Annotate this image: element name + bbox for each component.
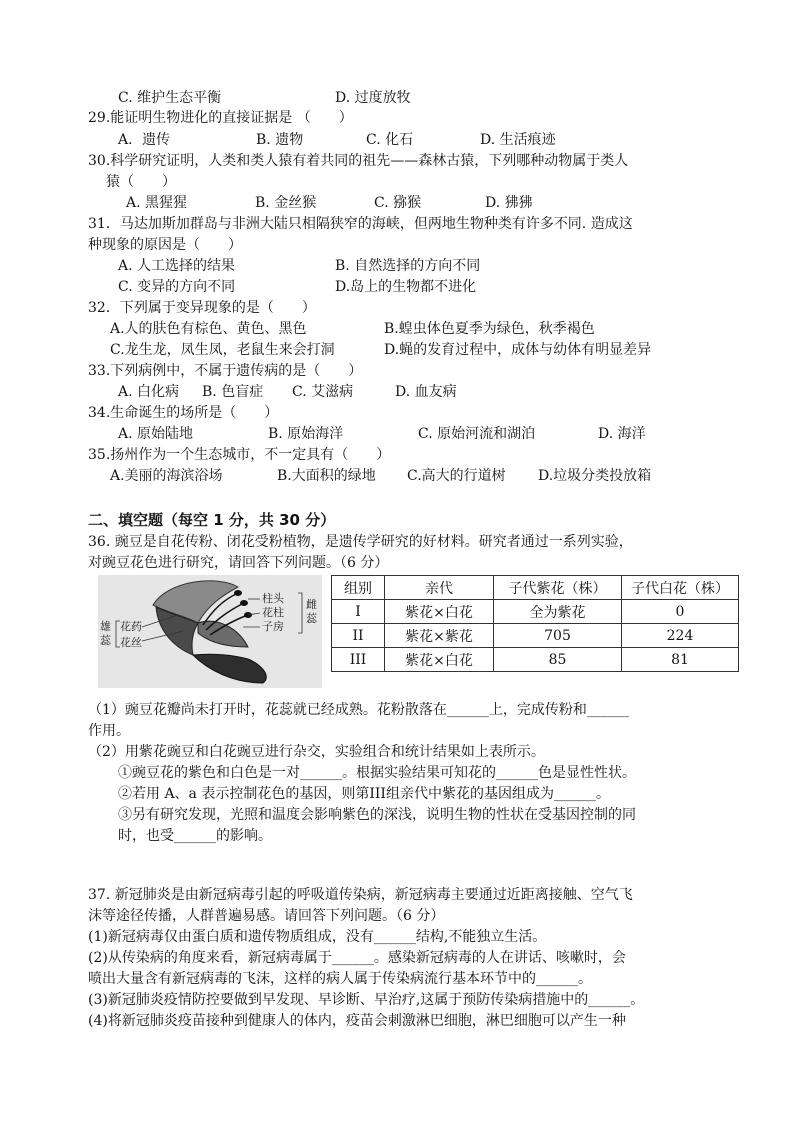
q28-option-d: D. 过度放牧	[335, 90, 411, 106]
q33-option-b: B. 色盲症	[202, 384, 264, 400]
q35-option-b: B.大面积的绿地	[277, 468, 376, 484]
table-cell: II	[332, 624, 385, 648]
q37-part3: (3)新冠肺炎疫情防控要做到早发现、早诊断、早治疗,这属于预防传染病措施中的______。	[88, 992, 645, 1008]
q30-option-d: D. 狒狒	[485, 195, 533, 211]
label-ovary: 子房	[262, 620, 284, 633]
q37-intro-line2: 沫等途径传播，人群普遍易感。请回答下列问题。（6 分）	[88, 908, 445, 924]
q29-stem: 29.能证明生物进化的直接证据是 （ ）	[88, 110, 353, 126]
table-header: 子代紫花（株）	[494, 576, 622, 600]
q32-stem: 32．下列属于变异现象的是（ ）	[88, 300, 316, 316]
q34-option-a: A. 原始陆地	[118, 426, 194, 442]
table-cell: 0	[622, 600, 739, 624]
label-style: 花柱	[262, 606, 284, 619]
q30-option-b: B. 金丝猴	[255, 195, 317, 211]
q32-option-b: B.蝗虫体色夏季为绿色，秋季褐色	[384, 321, 595, 337]
q35-option-d: D.垃圾分类投放箱	[538, 468, 652, 484]
q36-part1-line2: 作用。	[88, 723, 130, 739]
q36-sub1: ①豌豆花的紫色和白色是一对______。根据实验结果可知花的______色是显性性状。	[118, 765, 636, 781]
q36-part2: （2）用紫花豌豆和白花豌豆进行杂交，实验组合和统计结果如上表所示。	[88, 744, 545, 760]
q37-intro-line1: 37. 新冠肺炎是由新冠病毒引起的呼吸道传染病，新冠病毒主要通过近距离接触、空气飞	[88, 887, 633, 903]
table-cell: III	[332, 648, 385, 672]
table-row	[332, 624, 739, 648]
q33-option-c: C. 艾滋病	[292, 384, 354, 400]
q34-option-b: B. 原始海洋	[268, 426, 344, 442]
q30-stem-line1: 30.科学研究证明，人类和类人猿有着共同的祖先——森林古猿，下列哪种动物属于类人	[88, 153, 629, 169]
q35-stem: 35.扬州作为一个生态城市，不一定具有（ ）	[88, 447, 391, 463]
table-row	[332, 648, 739, 672]
q30-option-c: C. 猕猴	[374, 195, 422, 211]
q28-option-c: C. 维护生态平衡	[118, 90, 222, 106]
table-cell: 705	[494, 624, 622, 648]
q35-option-c: C.高大的行道树	[407, 468, 506, 484]
q32-option-c: C.龙生龙，凤生凤，老鼠生来会打洞	[110, 342, 335, 358]
q34-option-c: C. 原始河流和湖泊	[418, 426, 536, 442]
q31-option-b: B. 自然选择的方向不同	[335, 258, 481, 274]
table-cell: I	[332, 600, 385, 624]
q37-part2-line1: (2)从传染病的角度来看，新冠病毒属于______。感染新冠病毒的人在讲话、咳嗽时，会	[88, 950, 626, 966]
q29-option-a: A．遗传	[118, 132, 171, 148]
q36-sub3-line2: 时，也受______的影响。	[118, 828, 272, 844]
table-cell: 224	[622, 624, 739, 648]
label-stamen-1: 雄	[100, 620, 111, 633]
q31-option-d: D.岛上的生物都不进化	[335, 279, 477, 295]
table-cell: 紫花×紫花	[385, 624, 494, 648]
label-stigma: 柱头	[262, 592, 284, 605]
cross-results-table	[331, 575, 739, 672]
q35-option-a: A.美丽的海滨浴场	[110, 468, 223, 484]
q31-stem-line2: 种现象的原因是（ ）	[88, 237, 242, 253]
table-cell: 紫花×白花	[385, 648, 494, 672]
q37-part2-line2: 喷出大量含有新冠病毒的飞沫，这样的病人属于传染病流行基本环节中的______。	[88, 971, 592, 987]
label-filament: 花丝	[120, 636, 142, 649]
q36-intro-line1: 36. 豌豆是自花传粉、闭花受粉植物，是遗传学研究的好材料。研究者通过一系列实验，	[88, 534, 633, 550]
q37-part4: (4)将新冠肺炎疫苗接种到健康人的体内，疫苗会刺激淋巴细胞，淋巴细胞可以产生一种	[88, 1013, 626, 1029]
table-header: 亲代	[385, 576, 494, 600]
q29-option-b: B. 遗物	[256, 132, 304, 148]
q34-stem: 34.生命诞生的场所是（ ）	[88, 405, 279, 421]
q36-intro-line2: 对豌豆花色进行研究，请回答下列问题。（6 分）	[88, 555, 389, 571]
q33-option-a: A. 白化病	[118, 384, 180, 400]
q36-part1-line1: （1）豌豆花瓣尚未打开时，花蕊就已经成熟。花粉散落在______上，完成传粉和______	[88, 702, 629, 718]
q32-option-d: D.蝇的发育过程中，成体与幼体有明显差异	[384, 342, 652, 358]
table-cell: 85	[494, 648, 622, 672]
q31-option-a: A. 人工选择的结果	[118, 258, 236, 274]
q31-option-c: C. 变异的方向不同	[118, 279, 236, 295]
table-row	[332, 600, 739, 624]
q36-sub3-line1: ③另有研究发现，光照和温度会影响紫色的深浅，说明生物的性状在受基因控制的同	[118, 807, 636, 823]
table-header: 子代白花（株）	[622, 576, 739, 600]
q30-option-a: A. 黑猩猩	[126, 195, 188, 211]
q29-option-c: C. 化石	[366, 132, 414, 148]
label-pistil-2: 蕊	[306, 612, 317, 625]
table-cell: 紫花×白花	[385, 600, 494, 624]
q37-part1: (1)新冠病毒仅由蛋白质和遗传物质组成，没有______结构,不能独立生活。	[88, 929, 547, 945]
label-anther: 花药	[120, 620, 142, 633]
table-header-row	[332, 576, 739, 600]
q36-sub2: ②若用 A、a 表示控制花色的基因，则第III组亲代中紫花的基因组成为______。	[118, 786, 610, 802]
label-stamen-2: 蕊	[100, 634, 111, 647]
q34-option-d: D. 海洋	[598, 426, 646, 442]
table-header: 组别	[332, 576, 385, 600]
table-cell: 全为紫花	[494, 600, 622, 624]
section-2-title: 二、填空题（每空 1 分，共 30 分）	[88, 511, 336, 529]
q29-option-d: D. 生活痕迹	[480, 132, 556, 148]
q33-option-d: D. 血友病	[395, 384, 457, 400]
pea-flower-figure	[98, 575, 322, 688]
q31-stem-line1: 31．马达加斯加群岛与非洲大陆只相隔狭窄的海峡，但两地生物种类有许多不同. 造成这	[88, 216, 633, 232]
label-pistil-1: 雌	[306, 598, 317, 611]
q30-stem-line2: 猿（ ）	[106, 174, 176, 190]
q33-stem: 33.下列病例中，不属于遗传病的是（ ）	[88, 363, 363, 379]
table-cell: 81	[622, 648, 739, 672]
q32-option-a: A.人的肤色有棕色、黄色、黑色	[110, 321, 307, 337]
